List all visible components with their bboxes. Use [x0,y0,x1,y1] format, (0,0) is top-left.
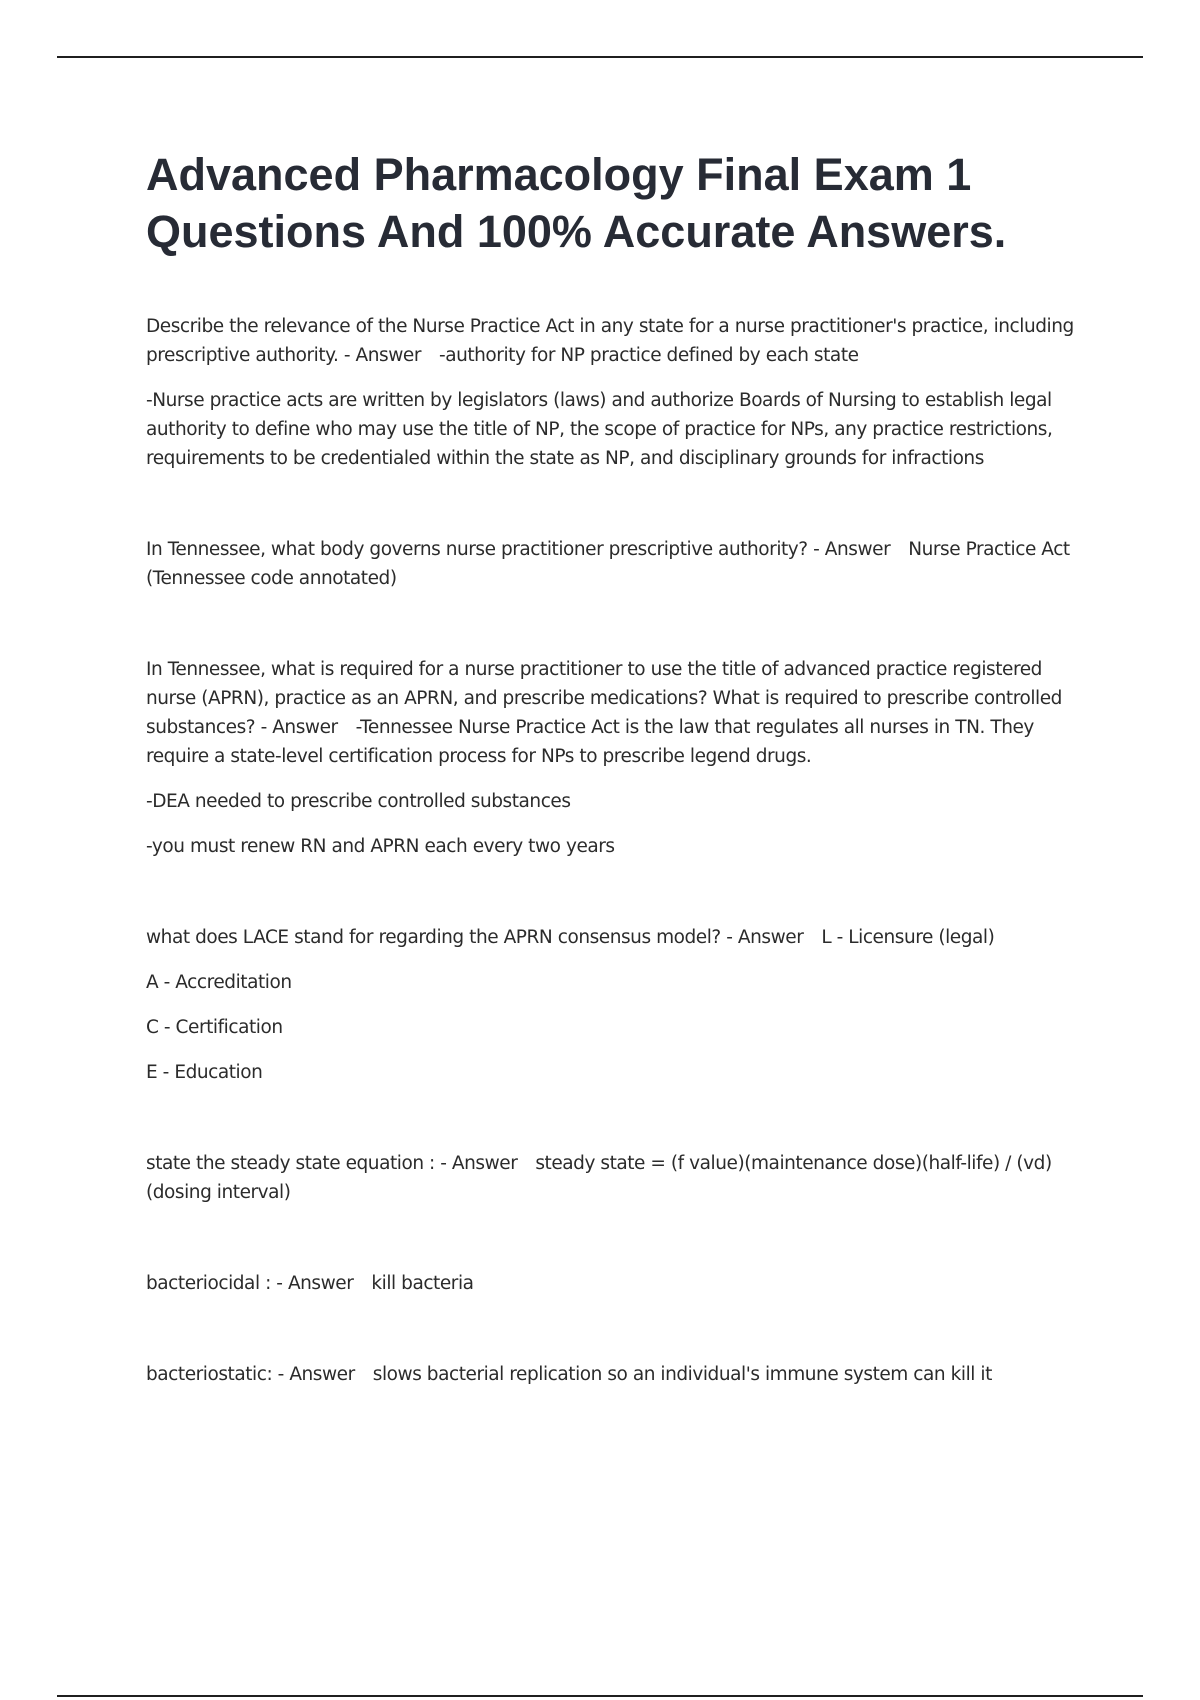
qa-item [146,923,1096,1087]
qa-item [146,1149,1096,1207]
question-text: what does LACE stand for regarding the APRN consensus model? [146,927,721,948]
answer-continuation: -Nurse practice acts are written by legislators (laws) and authorize Boards of Nursing to establish legal authority to define who may use the title of NP, the scope of practice for NPs, any practice restrictions, requirements to be credentialed within the state as NP, and disciplinary grounds for infractions [146,390,1053,469]
qa-list [146,312,1096,1389]
question-text: state the steady state equation : [146,1153,435,1174]
answer-label: - Answer [726,927,804,948]
question-text: bacteriostatic: [146,1364,273,1385]
answer-text: steady state = (f value)(maintenance dose)(half-life) / (vd)(dosing interval) [146,1153,1052,1203]
answer-text: kill bacteria [371,1273,474,1294]
answer-label: - Answer [813,539,891,560]
answer-continuation: -you must renew RN and APRN each every two years [146,836,615,857]
answer-label: - Answer [260,717,338,738]
answer-label: - Answer [440,1153,518,1174]
qa-item [146,1269,1096,1298]
top-rule [57,56,1143,58]
answer-continuation: E - Education [146,1062,263,1083]
qa-item [146,1360,1096,1389]
answer-text: -Tennessee Nurse Practice Act is the law that regulates all nurses in TN. They require a state-level certification process for NPs to prescribe legend drugs. [146,717,1034,767]
qa-item [146,655,1096,861]
document-title [146,146,1096,260]
title-line-2: Questions And 100% Accurate Answers. [146,206,1007,257]
qa-item [146,535,1096,593]
answer-label: - Answer [277,1364,355,1385]
question-text: In Tennessee, what body governs nurse practitioner prescriptive authority? [146,539,808,560]
answer-text: Nurse Practice Act (Tennessee code annotated) [146,539,1070,589]
answer-continuation: A - Accreditation [146,972,292,993]
question-text: bacteriocidal : [146,1273,271,1294]
qa-question-line [146,923,1096,952]
document-body [146,146,1096,1389]
answer-label: - Answer [343,345,421,366]
bottom-rule [57,1695,1143,1697]
answer-text: L - Licensure (legal) [821,927,995,948]
qa-item [146,312,1096,473]
answer-continuation: -DEA needed to prescribe controlled substances [146,791,571,812]
question-text: Describe the relevance of the Nurse Practice Act in any state for a nurse practitioner's practice, including prescriptive authority. [146,316,1074,366]
qa-question-line [146,535,1096,593]
answer-label: - Answer [276,1273,354,1294]
qa-question-line [146,655,1096,771]
qa-question-line [146,1360,1096,1389]
qa-question-line [146,312,1096,370]
qa-question-line [146,1149,1096,1207]
answer-text: slows bacterial replication so an individual's immune system can kill it [372,1364,992,1385]
qa-question-line [146,1269,1096,1298]
question-text: In Tennessee, what is required for a nurse practitioner to use the title of advanced practice registered nurse (APRN), practice as an APRN, and prescribe medications? What is required to prescribe controlled substances? [146,659,1062,738]
answer-continuation: C - Certification [146,1017,283,1038]
title-line-1: Advanced Pharmacology Final Exam 1 [146,149,972,200]
answer-text: -authority for NP practice defined by each state [438,345,859,366]
